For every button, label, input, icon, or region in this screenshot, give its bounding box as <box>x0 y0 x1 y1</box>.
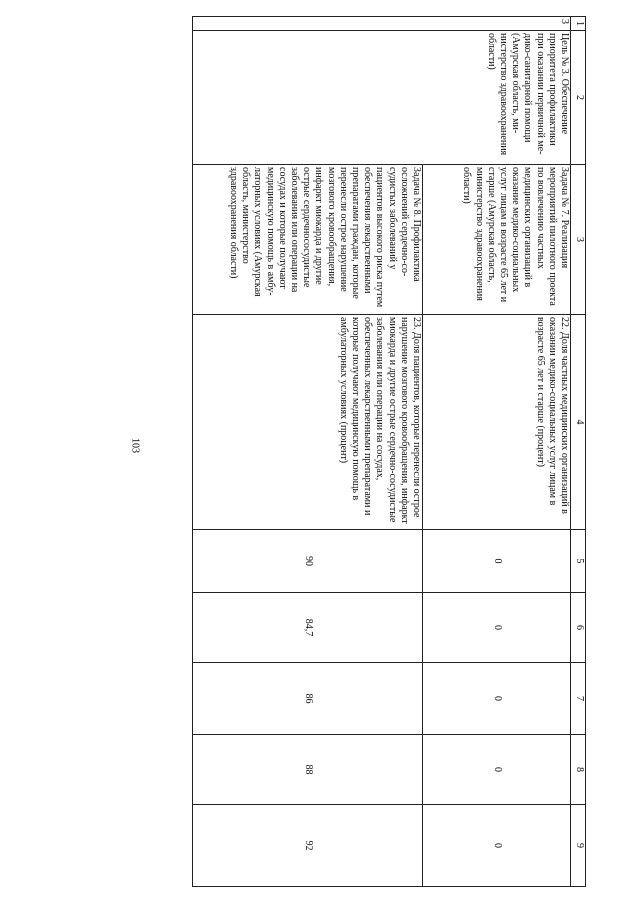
value-cell-8: 88 <box>193 735 423 805</box>
header-row <box>571 17 586 887</box>
col-header-5: 5 <box>571 530 586 593</box>
value-cell-6: 0 <box>423 593 571 663</box>
task-cell: Задача № 8. Профилактика осложнений сердечно-сосудистых заболеваний у пациентов высокого риска путем обеспечения лекарственными препаратами граждан, которые перенесли острое нарушение мозгового кровообращения, инфаркт миокарда и другие острые сердечнососудистые заболевания или операции на сосудах и которые получают медицинскую помощь в амбулаторных условиях (Амурская область, министерство здравоохранения области) <box>193 165 423 315</box>
value-cell-6: 84,7 <box>193 593 423 663</box>
value-cell-9: 92 <box>193 805 423 887</box>
col-header-1: 1 <box>571 17 586 31</box>
col-header-2: 2 <box>571 31 586 165</box>
col-header-3: 3 <box>571 165 586 315</box>
indicators-table <box>192 16 586 887</box>
value-cell-5: 90 <box>193 530 423 593</box>
table-row <box>423 17 571 887</box>
value-cell-9: 0 <box>423 805 571 887</box>
value-cell-7: 86 <box>193 663 423 735</box>
value-cell-5: 0 <box>423 530 571 593</box>
row-number: 3 <box>193 17 571 31</box>
goal-cell: Цель № 3. Обеспечение приоритета профилактики при оказании первичной медико-санитарной помощи (Амурская область, министерство здравоохранения области) <box>193 31 571 165</box>
indicator-cell: 23. Доля пациентов, которые перенесли острое нарушение мозгового кровообращения, инфаркт миокарда и другие острые сердечно-сосудистые заболевания или операции на сосудах, обеспеченных лекарственными препаратами и которые получают медицинскую помощь в амбулаторных условиях (процент) <box>193 315 423 530</box>
indicator-cell: 22. Доля частных медицинских организаций в оказании медико-социальных услуг лицам в возрасте 65 лет и старше (процент) <box>423 315 571 530</box>
value-cell-7: 0 <box>423 663 571 735</box>
task-cell: Задача № 7. Реализация мероприятий пилотного проекта по вовлечению частных медицинских организаций в оказание медико-социальных услуг лицам в возрасте 65 лет и старше (Амурская область, министерство здравоохранения области) <box>423 165 571 315</box>
col-header-4: 4 <box>571 315 586 530</box>
page-number: 103 <box>129 438 141 453</box>
col-header-6: 6 <box>571 593 586 663</box>
col-header-8: 8 <box>571 735 586 805</box>
col-header-9: 9 <box>571 805 586 887</box>
value-cell-8: 0 <box>423 735 571 805</box>
rotated-page <box>136 16 586 886</box>
col-header-7: 7 <box>571 663 586 735</box>
